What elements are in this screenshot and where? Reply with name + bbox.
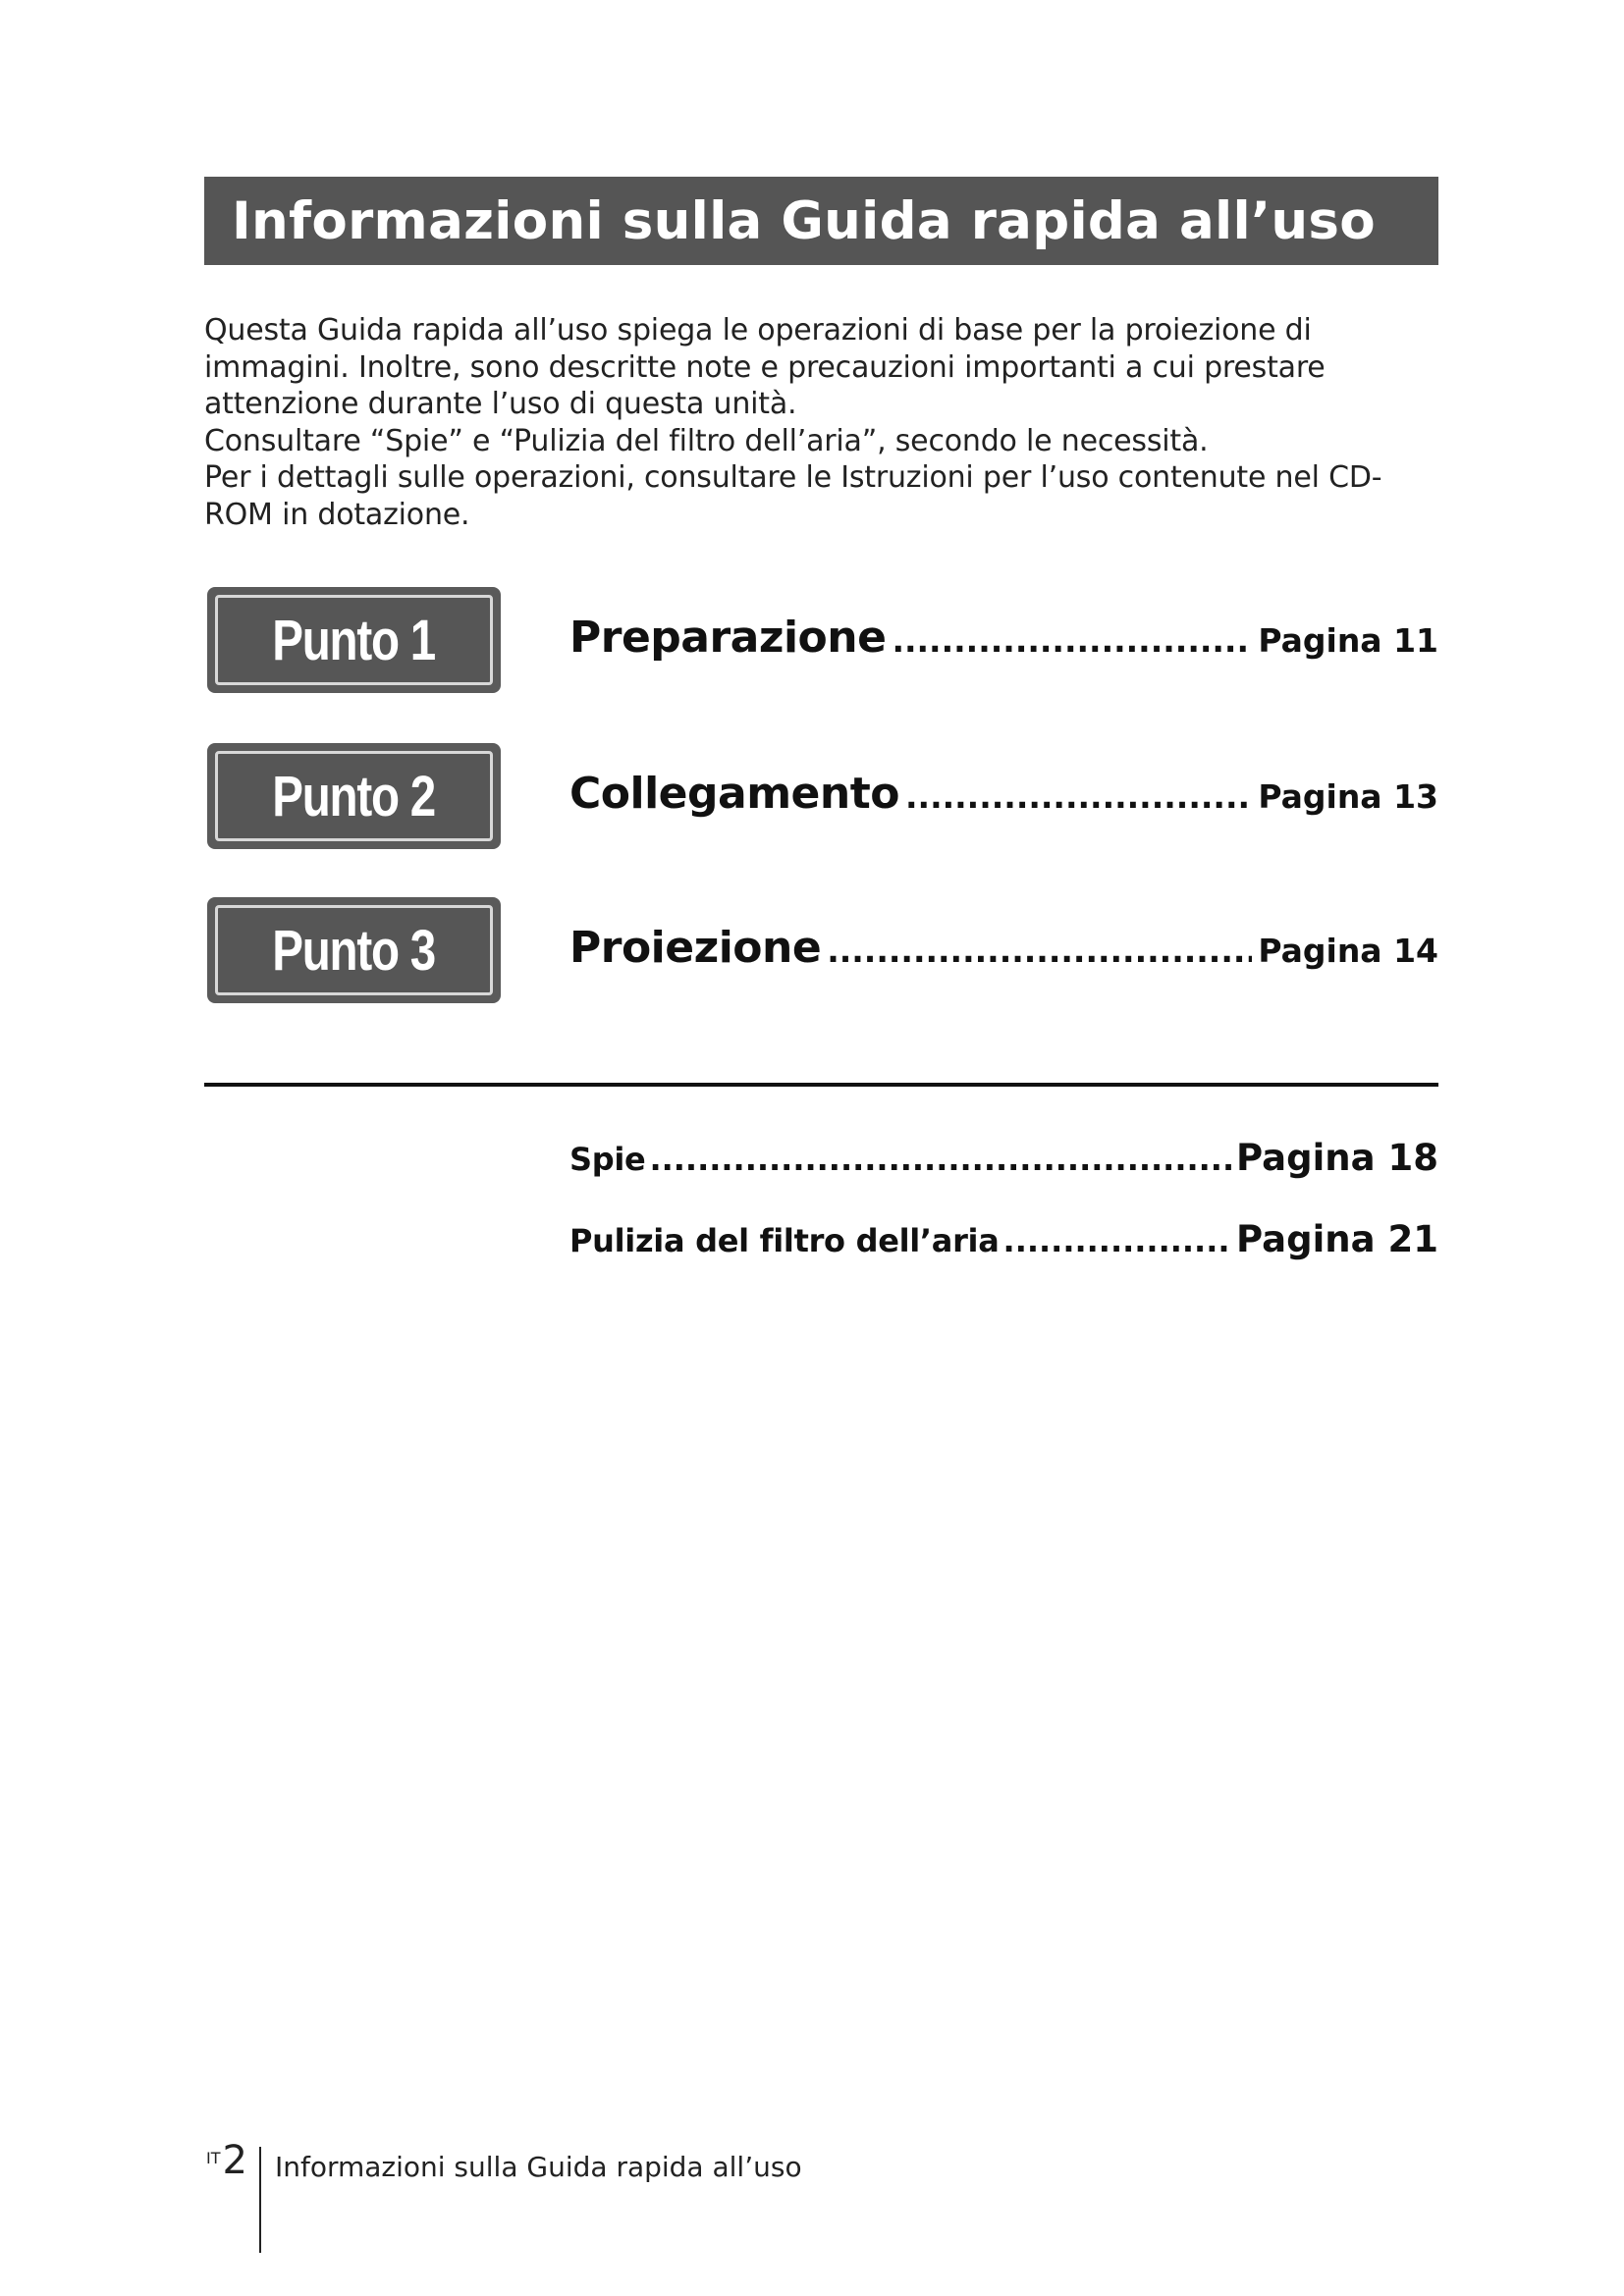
intro-line: ROM in dotazione. xyxy=(204,497,470,532)
intro-line: Consultare “Spie” e “Pulizia del filtro dell’aria”, secondo le necessità. xyxy=(204,423,1209,458)
toc-entry-page: Pagina 13 xyxy=(1258,777,1438,816)
title-bar xyxy=(204,177,1438,265)
toc-entry-preparazione[interactable] xyxy=(569,613,1438,663)
section-divider xyxy=(204,1083,1438,1087)
page-title: Informazioni sulla Guida rapida all’uso xyxy=(232,190,1376,251)
toc-entry-page: Pagina 18 xyxy=(1236,1137,1438,1179)
step-badge-1 xyxy=(207,587,501,693)
dot-leader xyxy=(905,777,1252,816)
page-number: 2 xyxy=(222,2138,247,2183)
toc-entry-title: Proiezione xyxy=(569,923,822,973)
step-badge-3 xyxy=(207,897,501,1003)
dot-leader xyxy=(649,1141,1232,1178)
toc-entry-collegamento[interactable] xyxy=(569,769,1438,819)
step-badge-label: Punto 3 xyxy=(272,918,436,983)
intro-line: Per i dettagli sulle operazioni, consultare le Istruzioni per l’uso contenute nel CD- xyxy=(204,460,1382,495)
step-badge-frame xyxy=(215,905,493,995)
intro-line: Questa Guida rapida all’uso spiega le operazioni di base per la proiezione di xyxy=(204,313,1312,347)
intro-paragraph xyxy=(204,312,1451,533)
toc-entry-title: Collegamento xyxy=(569,769,899,819)
footer-divider xyxy=(259,2147,261,2253)
toc-entry-spie[interactable] xyxy=(569,1137,1438,1179)
footer-section-title: Informazioni sulla Guida rapida all’uso xyxy=(274,2151,802,2183)
step-badge-frame xyxy=(215,751,493,841)
language-code: IT xyxy=(206,2149,221,2167)
step-badge-label: Punto 1 xyxy=(272,608,436,672)
toc-entry-title: Spie xyxy=(569,1141,646,1178)
dot-leader xyxy=(1003,1222,1233,1259)
page-footer xyxy=(206,2135,802,2243)
toc-entry-page: Pagina 11 xyxy=(1258,621,1438,660)
toc-entry-proiezione[interactable] xyxy=(569,923,1438,973)
toc-entry-pulizia-filtro[interactable] xyxy=(569,1218,1438,1260)
step-badge-2 xyxy=(207,743,501,849)
toc-entry-title: Preparazione xyxy=(569,613,887,663)
toc-entry-page: Pagina 14 xyxy=(1258,932,1438,970)
toc-entry-page: Pagina 21 xyxy=(1236,1218,1438,1260)
step-badge-frame xyxy=(215,595,493,685)
dot-leader xyxy=(892,621,1252,660)
dot-leader xyxy=(827,932,1252,970)
step-badge-label: Punto 2 xyxy=(272,764,436,828)
intro-line: attenzione durante l’uso di questa unità. xyxy=(204,387,797,421)
intro-line: immagini. Inoltre, sono descritte note e precauzioni importanti a cui prestare xyxy=(204,349,1326,385)
toc-entry-title: Pulizia del filtro dell’aria xyxy=(569,1222,1000,1259)
